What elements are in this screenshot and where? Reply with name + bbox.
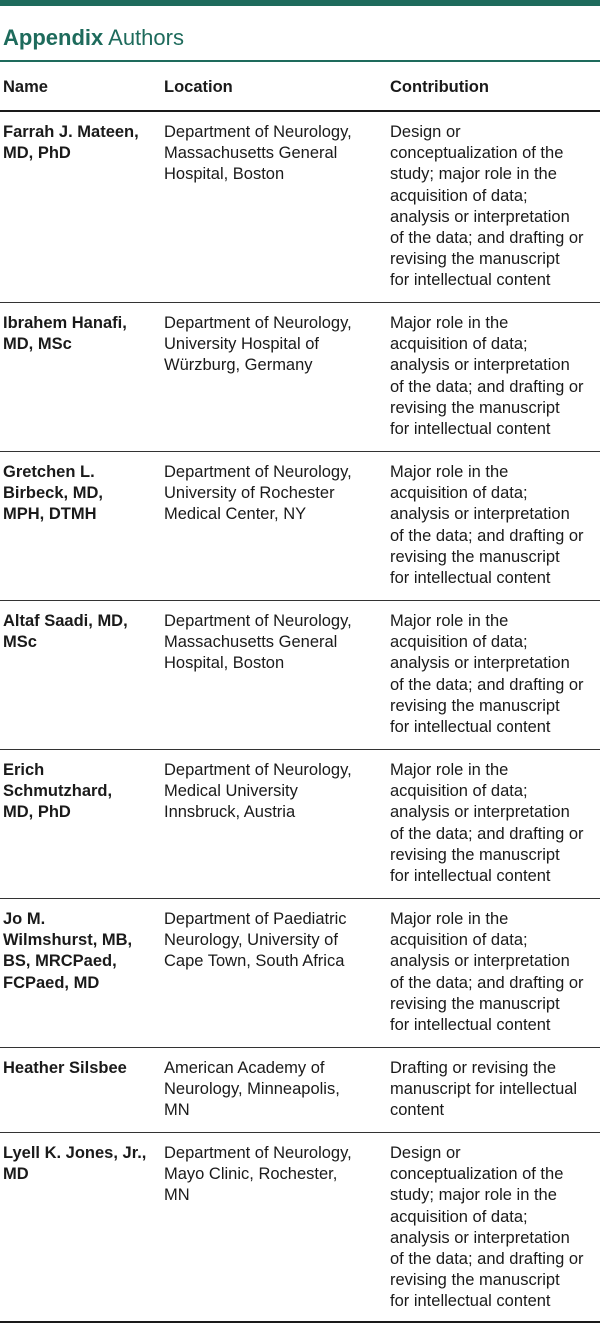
author-location: American Academy of Neurology, Minneapolis, MN [164, 1059, 340, 1120]
author-contribution: Major role in the acquisition of data; analysis or interpretation of the data; and drafting or revising the manuscript for intellectual content [390, 612, 584, 737]
author-contribution: Design or conceptualization of the study; major role in the acquisition of data; analysis or interpretation of the data; and drafting or revising the manuscript for intellectual content [390, 123, 584, 290]
author-name: Farrah J. Mateen, MD, PhD [3, 123, 139, 163]
author-contribution: Major role in the acquisition of data; analysis or interpretation of the data; and drafting or revising the manuscript for intellectual content [390, 761, 584, 886]
title-text: Authors [108, 25, 184, 50]
table-header [0, 62, 600, 112]
table-row [0, 303, 600, 452]
author-name: Lyell K. Jones, Jr., MD [3, 1144, 147, 1184]
author-name: Ibrahem Hanafi, MD, MSc [3, 314, 127, 354]
table-row [0, 452, 600, 601]
author-location: Department of Paediatric Neurology, University of Cape Town, South Africa [164, 910, 347, 971]
author-name: Altaf Saadi, MD, MSc [3, 612, 128, 652]
author-location: Department of Neurology, Massachusetts General Hospital, Boston [164, 612, 352, 673]
author-location: Department of Neurology, Massachusetts General Hospital, Boston [164, 123, 352, 184]
table-row [0, 899, 600, 1048]
author-name: Jo M. Wilmshurst, MB, BS, MRCPaed, FCPaed, MD [3, 910, 133, 992]
header-contribution: Contribution [390, 78, 489, 96]
author-contribution: Major role in the acquisition of data; analysis or interpretation of the data; and drafting or revising the manuscript for intellectual content [390, 314, 584, 439]
table-title [3, 25, 184, 51]
author-name: Erich Schmutzhard, MD, PhD [3, 761, 113, 822]
table-row [0, 1133, 600, 1323]
header-name: Name [3, 78, 48, 96]
header-location: Location [164, 78, 233, 96]
table-row [0, 112, 600, 303]
author-name: Gretchen L. Birbeck, MD, MPH, DTMH [3, 463, 103, 524]
author-contribution: Major role in the acquisition of data; analysis or interpretation of the data; and drafting or revising the manuscript for intellectual content [390, 910, 584, 1035]
author-location: Department of Neurology, Medical University Innsbruck, Austria [164, 761, 352, 822]
author-location: Department of Neurology, Mayo Clinic, Rochester, MN [164, 1144, 352, 1205]
table-title-area [0, 6, 600, 62]
author-contribution: Major role in the acquisition of data; analysis or interpretation of the data; and drafting or revising the manuscript for intellectual content [390, 463, 584, 588]
author-name: Heather Silsbee [3, 1059, 127, 1077]
author-location: Department of Neurology, University of Rochester Medical Center, NY [164, 463, 352, 524]
table-row [0, 1048, 600, 1133]
author-location: Department of Neurology, University Hospital of Würzburg, Germany [164, 314, 352, 375]
author-contribution: Drafting or revising the manuscript for intellectual content [390, 1059, 578, 1120]
table-row [0, 601, 600, 750]
table-body [0, 112, 600, 1323]
title-label: Appendix [3, 25, 104, 50]
author-contribution: Design or conceptualization of the study; major role in the acquisition of data; analysis or interpretation of the data; and drafting or revising the manuscript for intellectual content [390, 1144, 584, 1311]
table-row [0, 750, 600, 899]
